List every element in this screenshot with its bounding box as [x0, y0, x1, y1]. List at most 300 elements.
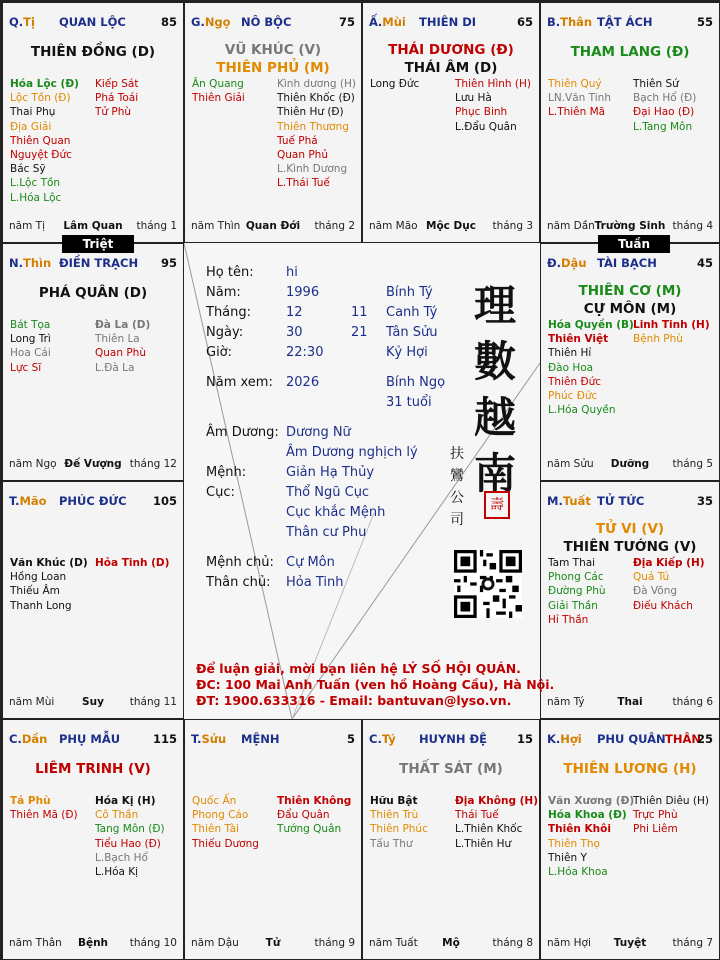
- palace-stage: Thai: [617, 696, 643, 708]
- palace-stage: Dưỡng: [610, 458, 650, 470]
- nam-xem-can: Bính Ngọ: [386, 375, 446, 390]
- minor-star: Đà Võng: [633, 585, 678, 598]
- nam-xem-label: Năm xem:: [206, 375, 273, 390]
- palace-year: năm Tuất: [369, 937, 418, 949]
- minor-star: L.Thiên Hư: [455, 837, 512, 850]
- main-star: THIÊN CƠ (M): [578, 283, 682, 299]
- palace-footer: [541, 220, 719, 234]
- minor-star: Kình dương (H): [277, 78, 356, 90]
- minor-star: Thiên Phúc: [370, 823, 428, 836]
- palace-code: Đ.Dậu: [547, 256, 587, 270]
- menh-chu-value: Cự Môn: [286, 555, 335, 570]
- palace-main-stars: [541, 282, 719, 318]
- minor-star: Long Trì: [10, 333, 51, 346]
- minor-star: L.Đẩu Quân: [455, 120, 517, 133]
- minor-star: Văn Khúc (D): [10, 557, 88, 569]
- palace-month: tháng 11: [129, 696, 177, 708]
- palace-year: năm Dậu: [191, 937, 239, 949]
- nam-value: 1996: [286, 285, 320, 300]
- palace-month: tháng 5: [672, 458, 713, 470]
- palace-number: 85: [160, 15, 177, 29]
- palace-stars-right: [633, 556, 705, 613]
- palace-code: T.Mão: [9, 494, 47, 508]
- palace-name: ĐIỀN TRẠCH: [59, 256, 139, 270]
- minor-star: Hoa Cái: [10, 347, 51, 360]
- palace-stage: Lâm Quan: [63, 220, 123, 232]
- palace-stars-right: [95, 77, 138, 120]
- minor-star: Thiên Giải: [192, 92, 245, 105]
- minor-star: Tướng Quân: [277, 823, 342, 836]
- main-star: THÁI ÂM (D): [404, 60, 498, 76]
- minor-star: Bát Tọa: [10, 319, 51, 331]
- minor-star: Lưu Hà: [455, 92, 492, 105]
- palace-stage: Mộc Dục: [426, 220, 476, 232]
- minor-star: Tả Phù: [10, 795, 51, 807]
- minor-star: Địa Không (H): [455, 795, 538, 807]
- minor-star: Cô Thần: [95, 809, 139, 822]
- palace-stars-left: [548, 556, 606, 627]
- palace-footer: [363, 937, 539, 951]
- minor-star: L.Tang Môn: [633, 120, 693, 133]
- palace-stars-left: [10, 318, 51, 375]
- palace-code: C.Tý: [369, 732, 396, 746]
- cuc-khac: Cục khắc Mệnh: [286, 505, 386, 520]
- palace-hoi[interactable]: [540, 719, 720, 960]
- am-duong-value: Dương Nữ: [286, 425, 351, 440]
- gio-can: Kỷ Hợi: [386, 345, 428, 360]
- minor-star: Thiên Quan: [10, 134, 71, 147]
- palace-number: 65: [516, 15, 533, 29]
- minor-star: Thiên Sứ: [633, 78, 679, 90]
- minor-star: Đường Phù: [548, 585, 606, 598]
- minor-star: L.Kình Dương: [277, 163, 348, 176]
- palace-header: [541, 494, 719, 510]
- ngay-value: 30: [286, 325, 303, 340]
- palace-header: [3, 256, 183, 272]
- am-duong-label: Âm Dương:: [206, 425, 279, 440]
- palace-main-stars: [3, 760, 183, 778]
- minor-star: Tiểu Hao (Đ): [95, 837, 161, 850]
- palace-number: 35: [696, 494, 713, 508]
- minor-star: Thiên Khốc (Đ): [277, 92, 355, 105]
- palace-month: tháng 7: [672, 937, 713, 949]
- minor-star: Hóa Kị (H): [95, 795, 156, 807]
- palace-footer: [185, 937, 361, 951]
- minor-star: Tam Thai: [548, 557, 596, 569]
- main-star: VŨ KHÚC (V): [224, 42, 322, 58]
- minor-star: L.Thái Tuế: [277, 177, 330, 190]
- palace-main-stars: [541, 43, 719, 61]
- palace-main-stars: [363, 41, 539, 77]
- qr-code-icon[interactable]: [454, 550, 522, 618]
- palace-month: tháng 9: [314, 937, 355, 949]
- minor-star: Phục Binh: [455, 106, 508, 119]
- minor-star: Lực Sĩ: [10, 361, 42, 374]
- palace-number: 25: [696, 732, 713, 746]
- palace-footer: [3, 458, 183, 472]
- minor-star: Thiên Tài: [192, 823, 239, 836]
- palace-code: Q.Tị: [9, 15, 35, 29]
- minor-star: Đà La (D): [95, 319, 151, 331]
- minor-star: Thiên Diêu (H): [633, 795, 709, 807]
- minor-star: L.Thiên Mã: [548, 106, 606, 119]
- palace-month: tháng 8: [492, 937, 533, 949]
- minor-star: Ân Quang: [192, 78, 244, 90]
- minor-star: Long Đức: [370, 78, 420, 90]
- main-star: THẤT SÁT (M): [399, 761, 503, 777]
- palace-code: N.Thìn: [9, 256, 52, 270]
- palace-year: năm Hợi: [547, 937, 591, 949]
- minor-star: Hồng Loan: [10, 571, 67, 584]
- palace-name: MỆNH: [241, 732, 280, 746]
- minor-star: L.Lộc Tồn: [10, 177, 61, 190]
- ho-ten-value: hi: [286, 265, 298, 280]
- minor-star: Thanh Long: [10, 599, 72, 612]
- minor-star: Phong Cáo: [192, 809, 249, 822]
- main-star: THÁI DƯƠNG (Đ): [388, 42, 514, 58]
- minor-star: Bác Sỹ: [10, 163, 46, 176]
- palace-stars-left: [370, 794, 428, 851]
- minor-star: Thiên Y: [548, 851, 587, 864]
- palace-footer: [3, 696, 183, 710]
- palace-name: PHỤ MẪU: [59, 732, 121, 746]
- minor-star: L.Đà La: [95, 361, 135, 374]
- palace-ti[interactable]: [2, 2, 184, 243]
- cuc-label: Cục:: [206, 485, 235, 500]
- palace-year: năm Tị: [9, 220, 45, 232]
- palace-header: [541, 15, 719, 31]
- minor-star: Phúc Đức: [548, 389, 598, 402]
- palace-month: tháng 1: [136, 220, 177, 232]
- palace-stage: Tử: [265, 937, 281, 949]
- red-seal-stamp: 壽: [484, 491, 510, 519]
- palace-stars-left: [370, 77, 419, 91]
- main-star: THIÊN LƯƠNG (H): [563, 761, 697, 777]
- minor-star: Thiên Hình (H): [455, 78, 531, 90]
- minor-star: Thiên Việt: [548, 333, 609, 346]
- minor-star: Hóa Khoa (Đ): [548, 809, 627, 822]
- calligraphy-char-4: 南: [474, 449, 517, 498]
- contact-line-1: Để luận giải, mời bạn liên hệ LÝ SỐ HỘI QUÁN.: [196, 661, 521, 676]
- thang-label: Tháng:: [206, 305, 252, 320]
- palace-year: năm Sửu: [547, 458, 594, 470]
- palace-footer: [3, 220, 183, 234]
- minor-star: Tử Phù: [95, 106, 132, 119]
- palace-main-stars: [363, 760, 539, 778]
- minor-star: Thái Tuế: [455, 809, 499, 822]
- contact-phone-email[interactable]: ĐT: 1900.633316 - Email: bantuvan@lyso.vn.: [196, 693, 512, 708]
- minor-star: Thai Phụ: [10, 106, 56, 119]
- palace-number: 105: [152, 494, 177, 508]
- main-star: THAM LANG (Đ): [570, 44, 690, 60]
- minor-star: Thiên Quý: [548, 78, 602, 90]
- palace-stars-right: [95, 556, 169, 570]
- palace-number: 55: [696, 15, 713, 29]
- minor-star: Thiên Không: [277, 795, 352, 807]
- palace-stage: Tuyệt: [613, 937, 647, 949]
- minor-star: Thiên Hư (Đ): [277, 106, 344, 119]
- minor-star: Phá Toái: [95, 92, 139, 105]
- palace-stage: Quan Đới: [245, 220, 301, 232]
- calligraphy-side-text: 扶 鸞 公 司: [450, 446, 464, 528]
- palace-code: B.Thân: [547, 15, 593, 29]
- minor-star: Quan Phủ: [277, 148, 328, 161]
- main-star: CỰ MÔN (M): [583, 301, 677, 317]
- minor-star: Bệnh Phù: [633, 333, 683, 346]
- minor-star: Văn Xương (Đ): [548, 795, 635, 807]
- palace-header: [3, 732, 183, 748]
- palace-stars-right: [95, 318, 150, 375]
- palace-stars-right: [277, 77, 356, 191]
- palace-number: 115: [152, 732, 177, 746]
- minor-star: Quốc Ấn: [192, 795, 237, 807]
- palace-stage: Suy: [82, 696, 104, 708]
- am-duong-ly: Âm Dương nghịch lý: [286, 445, 418, 460]
- palace-than[interactable]: [540, 2, 720, 243]
- gio-label: Giờ:: [206, 345, 233, 360]
- main-star: THIÊN ĐỒNG (D): [30, 44, 156, 60]
- minor-star: Kiếp Sát: [95, 78, 139, 90]
- ho-ten-label: Họ tên:: [206, 265, 254, 280]
- palace-name: HUYNH ĐỆ: [419, 732, 488, 746]
- minor-star: L.Hóa Khoa: [548, 865, 608, 878]
- palace-code: K.Hợi: [547, 732, 582, 746]
- palace-code: Ấ.Mùi: [369, 15, 406, 29]
- palace-header: [185, 15, 361, 31]
- palace-dau[interactable]: [540, 243, 720, 481]
- minor-star: Linh Tinh (H): [633, 319, 710, 331]
- main-star: LIÊM TRINH (V): [35, 761, 151, 777]
- center-info-panel: [184, 243, 555, 719]
- palace-stars-left: [548, 77, 611, 120]
- palace-than-marker: THÂN: [665, 732, 701, 746]
- palace-year: năm Thân: [9, 937, 62, 949]
- minor-star: Thiên Thọ: [548, 837, 600, 850]
- main-star: THIÊN PHỦ (M): [216, 60, 330, 76]
- minor-star: Thiên Đức: [548, 375, 602, 388]
- minor-star: Giải Thần: [548, 599, 598, 612]
- palace-month: tháng 3: [492, 220, 533, 232]
- minor-star: Quan Phù: [95, 347, 146, 360]
- palace-tuat[interactable]: [540, 481, 720, 719]
- palace-month: tháng 10: [129, 937, 177, 949]
- minor-star: Thiên Mã (Đ): [10, 809, 78, 822]
- minor-star: Lộc Tồn (Đ): [10, 92, 71, 105]
- palace-code: C.Dần: [9, 732, 48, 746]
- palace-number: 45: [696, 256, 713, 270]
- palace-footer: [185, 220, 361, 234]
- palace-name: NÔ BỘC: [241, 15, 292, 29]
- palace-number: 95: [160, 256, 177, 270]
- minor-star: Đào Hoa: [548, 361, 594, 374]
- minor-star: Trực Phù: [633, 809, 678, 822]
- palace-number: 75: [338, 15, 355, 29]
- palace-stars-left: [548, 794, 634, 879]
- minor-star: Hỏa Tinh (D): [95, 557, 170, 569]
- minor-star: Quả Tú: [633, 571, 670, 584]
- minor-star: L.Bạch Hổ: [95, 851, 148, 864]
- palace-header: [541, 732, 719, 748]
- palace-stars-left: [548, 318, 634, 417]
- palace-stars-right: [95, 794, 165, 879]
- minor-star: L.Thiên Khốc: [455, 823, 523, 836]
- palace-year: năm Mùi: [9, 696, 55, 708]
- calligraphy-char-3: 越: [474, 393, 517, 442]
- palace-name: TÀI BẠCH: [597, 256, 657, 270]
- palace-year: năm Mão: [369, 220, 418, 232]
- minor-star: Thiếu Dương: [192, 837, 259, 850]
- minor-star: Hữu Bật: [370, 795, 418, 807]
- palace-footer: [3, 937, 183, 951]
- palace-header: [3, 494, 183, 510]
- gio-value: 22:30: [286, 345, 324, 360]
- minor-star: Nguyệt Đức: [10, 148, 72, 161]
- palace-header: [541, 256, 719, 272]
- minor-star: Thiên Hỉ: [548, 347, 592, 360]
- palace-footer: [363, 220, 539, 234]
- ngay-label: Ngày:: [206, 325, 244, 340]
- palace-stars-right: [633, 77, 696, 134]
- palace-stars-right: [277, 794, 351, 837]
- main-star: PHÁ QUÂN (D): [38, 285, 148, 301]
- minor-star: Hỉ Thần: [548, 613, 589, 626]
- minor-star: Tang Môn (Đ): [95, 823, 165, 836]
- minor-star: Hóa Quyền (B): [548, 319, 634, 331]
- palace-name: PHÚC ĐỨC: [59, 494, 127, 508]
- palace-stars-right: [455, 77, 531, 134]
- palace-name: PHU QUÂN: [597, 732, 666, 746]
- minor-star: Thiên Trù: [370, 809, 419, 822]
- palace-month: tháng 4: [672, 220, 713, 232]
- calligraphy-char-2: 數: [474, 337, 517, 386]
- minor-star: Tuế Phá: [277, 134, 318, 147]
- palace-stars-left: [10, 556, 88, 613]
- palace-main-stars: [541, 760, 719, 778]
- thang-can: Canh Tý: [386, 305, 438, 320]
- palace-code: M.Tuất: [547, 494, 591, 508]
- nam-label: Năm:: [206, 285, 241, 300]
- palace-year: năm Ngọ: [9, 458, 57, 470]
- palace-name: QUAN LỘC: [59, 15, 126, 29]
- minor-star: Thiếu Âm: [10, 585, 60, 598]
- minor-star: Địa Kiếp (H): [633, 557, 705, 569]
- contact-address: ĐC: 100 Mai Anh Tuấn (ven hồ Hoàng Cầu), Hà Nội.: [196, 677, 555, 692]
- palace-month: tháng 2: [314, 220, 355, 232]
- menh-label: Mệnh:: [206, 465, 247, 480]
- palace-header: [185, 732, 361, 748]
- cuc-value: Thổ Ngũ Cục: [286, 485, 370, 500]
- palace-number: 15: [516, 732, 533, 746]
- palace-main-stars: [541, 520, 719, 556]
- menh-chu-label: Mệnh chủ:: [206, 555, 274, 570]
- than-chu-value: Hỏa Tinh: [286, 575, 344, 590]
- triet-tag: Triệt: [62, 235, 134, 253]
- palace-header: [3, 15, 183, 31]
- palace-year: năm Thìn: [191, 220, 241, 232]
- minor-star: L.Hóa Lộc: [10, 191, 62, 204]
- palace-year: năm Tý: [547, 696, 585, 708]
- minor-star: Thiên Khôi: [548, 823, 611, 836]
- palace-ngo[interactable]: [184, 2, 362, 243]
- palace-stage: Trường Sinh: [594, 220, 666, 232]
- palace-dan[interactable]: [2, 719, 184, 960]
- palace-main-stars: [185, 41, 361, 77]
- palace-thin[interactable]: [2, 243, 184, 481]
- palace-stars-left: [10, 794, 78, 822]
- minor-star: Địa Giải: [10, 120, 52, 133]
- minor-star: L.Hóa Kị: [95, 865, 139, 878]
- palace-name: TỬ TỨC: [597, 494, 645, 508]
- menh-value: Giản Hạ Thủy: [286, 465, 375, 480]
- palace-name: TẬT ÁCH: [597, 15, 653, 29]
- minor-star: LN.Văn Tinh: [548, 92, 611, 105]
- nam-xem-value: 2026: [286, 375, 320, 390]
- minor-star: Thiên La: [95, 333, 140, 346]
- palace-stage: Bệnh: [77, 937, 109, 949]
- palace-mui[interactable]: [362, 2, 540, 243]
- palace-stars-right: [633, 794, 709, 837]
- palace-stars-left: [192, 77, 245, 105]
- main-star: TỬ VI (V): [595, 521, 665, 537]
- tuan-tag: Tuần: [598, 235, 670, 253]
- minor-star: Đại Hao (Đ): [633, 106, 695, 119]
- than-chu-label: Thân chủ:: [206, 575, 271, 590]
- ngay-am: 21: [351, 325, 368, 340]
- nam-can: Bính Tý: [386, 285, 433, 300]
- palace-stars-left: [192, 794, 259, 851]
- palace-stars-left: [10, 77, 79, 205]
- minor-star: Phi Liêm: [633, 823, 678, 836]
- calligraphy-char-1: 理: [474, 281, 517, 330]
- palace-year: năm Dần: [547, 220, 595, 232]
- ngay-can: Tân Sửu: [386, 325, 438, 340]
- palace-header: [363, 15, 539, 31]
- palace-mao[interactable]: [2, 481, 184, 719]
- palace-month: tháng 12: [129, 458, 177, 470]
- palace-footer: [541, 937, 719, 951]
- palace-stars-right: [455, 794, 538, 851]
- thang-value: 12: [286, 305, 303, 320]
- palace-footer: [541, 696, 719, 710]
- palace-month: tháng 6: [672, 696, 713, 708]
- palace-main-stars: [3, 43, 183, 61]
- palace-header: [363, 732, 539, 748]
- minor-star: L.Hóa Quyền: [548, 404, 616, 417]
- than-cu: Thân cư Phu: [286, 525, 367, 540]
- palace-name: THIÊN DI: [419, 15, 477, 29]
- palace-footer: [541, 458, 719, 472]
- palace-stage: Mộ: [442, 937, 460, 949]
- thang-am: 11: [351, 305, 368, 320]
- palace-stage: Đế Vượng: [64, 458, 122, 470]
- main-star: THIÊN TƯỚNG (V): [563, 539, 697, 555]
- minor-star: Bạch Hổ (Đ): [633, 92, 697, 105]
- minor-star: Đẩu Quân: [277, 809, 330, 822]
- palace-code: G.Ngọ: [191, 15, 231, 29]
- minor-star: Hóa Lộc (Đ): [10, 78, 79, 90]
- minor-star: Tấu Thư: [370, 837, 413, 850]
- tuoi-value: 31 tuổi: [386, 395, 432, 410]
- minor-star: Phong Các: [548, 571, 604, 584]
- minor-star: Thiên Thương: [277, 120, 349, 133]
- palace-main-stars: [3, 284, 183, 302]
- palace-code: T.Sửu: [191, 732, 227, 746]
- minor-star: Điếu Khách: [633, 599, 693, 612]
- palace-suu[interactable]: [184, 719, 362, 960]
- palace-ty[interactable]: [362, 719, 540, 960]
- palace-stars-right: [633, 318, 710, 346]
- palace-number: 5: [346, 732, 355, 746]
